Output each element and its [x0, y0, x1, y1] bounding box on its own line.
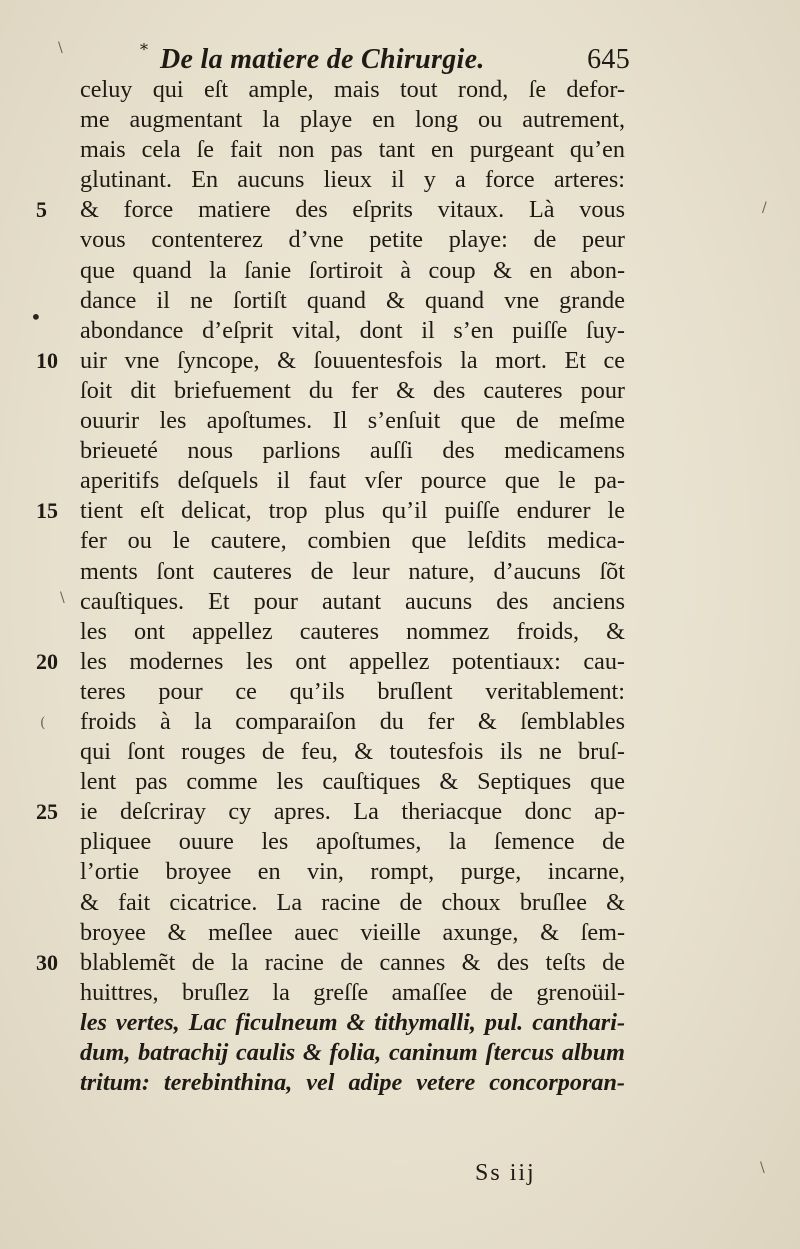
line-number: 15	[36, 498, 58, 524]
body-text	[80, 75, 625, 1098]
line-number: 25	[36, 799, 58, 825]
text-line: froids à la comparaiſon du fer & ſemblables	[80, 707, 625, 735]
text-line: que quand la ſanie ſortiroit à coup & en abon-	[80, 256, 625, 284]
margin-speck: /	[762, 200, 767, 216]
printer-mark: *	[140, 40, 148, 59]
margin-speck: \	[58, 40, 63, 56]
text-line: & fait cicatrice. La racine de choux bruſlee &	[80, 888, 625, 916]
text-line: ie deſcriray cy apres. La theriacque donc ap-	[80, 798, 625, 826]
text-line: ſoit dit briefuement du fer & des cauteres pour	[80, 376, 625, 404]
text-line: huittres, bruſlez la greſſe amaſſee de grenoüil-	[80, 978, 625, 1006]
text-line: dum, batrachij caulis & folia, caninum ſtercus album	[80, 1039, 625, 1066]
text-line: tient eſt delicat, trop plus qu’il puiſſe endurer le	[80, 497, 625, 525]
text-line: mais cela ſe fait non pas tant en purgeant qu’en	[80, 136, 625, 164]
page-number: 645	[587, 44, 630, 75]
margin-speck: \	[60, 590, 65, 606]
text-line: pliquee ouure les apoſtumes, la ſemence de	[80, 828, 625, 856]
margin-speck: \	[760, 1160, 765, 1176]
text-line: ouurir les apoſtumes. Il s’enſuit que de meſme	[80, 407, 625, 435]
text-line: vous contenterez d’vne petite playe: de peur	[80, 226, 625, 254]
line-number: 30	[36, 949, 58, 975]
text-line: les modernes les ont appellez potentiaux: cau-	[80, 647, 625, 675]
text-line: blablemẽt de la racine de cannes & des teſts de	[80, 948, 625, 976]
text-line: les ont appellez cauteres nommez froids, &	[80, 617, 625, 645]
text-line: me augmentant la playe en long ou autrement,	[80, 106, 625, 134]
text-line: qui ſont rouges de feu, & toutesfois ils ne bruſ-	[80, 738, 625, 766]
text-line: dance il ne ſortiſt quand & quand vne grande	[80, 286, 625, 314]
signature-mark: Ss iij	[475, 1160, 536, 1186]
margin-speck: •	[30, 305, 42, 329]
text-line: brieueté nous parlions auſſi des medicamens	[80, 437, 625, 465]
text-line: teres pour ce qu’ils bruſlent veritablement:	[80, 677, 625, 705]
text-line: uir vne ſyncope, & ſouuentesfois la mort. Et ce	[80, 346, 625, 374]
line-number: 5	[36, 197, 47, 223]
text-line: lent pas comme les cauſtiques & Septiques que	[80, 768, 625, 796]
text-line: tritum: terebinthina, vel adipe vetere concorporan-	[80, 1069, 625, 1097]
margin-speck: (	[40, 715, 46, 731]
line-number: 20	[36, 648, 58, 674]
text-line: l’ortie broyee en vin, rompt, purge, incarne,	[80, 858, 625, 886]
text-line: ments ſont cauteres de leur nature, d’aucuns ſõt	[80, 557, 625, 585]
running-head-title: De la matiere de Chirurgie.	[160, 44, 485, 75]
text-line: aperitifs deſquels il faut vſer pource que le pa-	[80, 467, 625, 495]
text-line: broyee & meſlee auec vieille axunge, & ſem-	[80, 918, 625, 946]
line-number: 10	[36, 347, 58, 373]
running-head	[150, 40, 630, 80]
text-line: glutinant. En aucuns lieux il y a force arteres:	[80, 166, 625, 194]
text-line: abondance d’eſprit vital, dont il s’en puiſſe ſuy-	[80, 316, 625, 344]
text-line: fer ou le cautere, combien que leſdits medica-	[80, 527, 625, 555]
text-line: cauſtiques. Et pour autant aucuns des anciens	[80, 587, 625, 615]
text-line: celuy qui eſt ample, mais tout rond, ſe defor-	[80, 76, 625, 103]
text-line: les vertes, Lac ficulneum & tithymalli, pul. canthari-	[80, 1008, 625, 1036]
text-line: & force matiere des eſprits vitaux. Là vous	[80, 196, 625, 224]
